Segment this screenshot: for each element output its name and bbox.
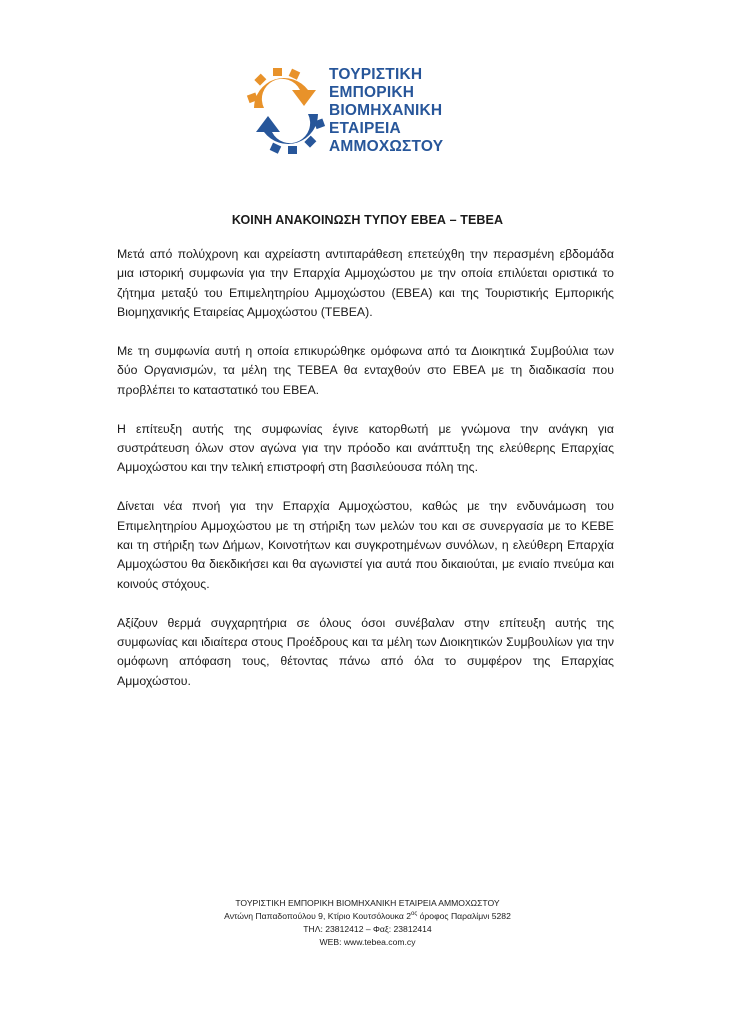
footer-address-main: Αντώνη Παπαδοπούλου 9, Κτίριο Κουτσόλουκα 2 bbox=[224, 911, 411, 921]
logo-line: ΕΤΑΙΡΕΙΑ bbox=[329, 120, 401, 137]
footer-address-floor-suffix: ος bbox=[411, 911, 418, 918]
press-release-title: ΚΟΙΝΗ ΑΝΑΚΟΙΝΩΣΗ ΤΥΠΟΥ ΕΒΕΑ – ΤΕΒΕΑ bbox=[231, 213, 504, 227]
footer-address bbox=[0, 910, 735, 923]
body-paragraph: Δίνεται νέα πνοή για την Επαρχία Αμμοχώστου, καθώς με την ενδυνάμωση του Επιμελητηρίου Αμμοχώστου με τη στήριξη των μελών του και σε συνεργασία με το ΚΕΒΕ και τη στήριξη των Δήμων, Κοινοτήτων και συγκροτημένων συνόλων, η ελεύθερη Επαρχία Αμμοχώστου θα διεκδικήσει και θα αγωνιστεί για αυτά που δικαιούται, με ενιαίο πνεύμα και κοινούς στόχους. bbox=[117, 499, 614, 591]
body-paragraph: Με τη συμφωνία αυτή η οποία επικυρώθηκε ομόφωνα από τα Διοικητικά Συμβούλια των δύο Οργανισμών, τα μέλη της ΤΕΒΕΑ θα ενταχθούν στο ΕΒΕΑ με τη διαδικασία που προβλέπει το καταστατικό του ΕΒΕΑ. bbox=[117, 344, 614, 397]
letterhead-footer bbox=[0, 897, 735, 949]
logo-wordmark bbox=[329, 66, 443, 156]
body-paragraph: Αξίζουν θερμά συγχαρητήρια σε όλους όσοι συνέβαλαν στην επίτευξη αυτής της συμφωνίας και ιδιαίτερα στους Προέδρους και τα μέλη των Διοικητικών Συμβουλίων για την ομόφωνη απόφαση τους, θέτοντας πάνω από όλα το συμφέρον της Επαρχίας Αμμοχώστου. bbox=[117, 615, 614, 688]
gear-arrows-logo-icon bbox=[246, 62, 326, 160]
logo-line: ΒΙΟΜΗΧΑΝΙΚΗ bbox=[329, 102, 443, 119]
logo-line: ΕΜΠΟΡΙΚΗ bbox=[329, 84, 415, 101]
footer-address-rest: όροφος Παραλίμνι 5282 bbox=[417, 911, 511, 921]
body-paragraph: Η επίτευξη αυτής της συμφωνίας έγινε κατορθωτή με γνώμονα την ανάγκη για συστράτευση όλων στον αγώνα για την πρόοδο και ανάπτυξη της ελεύθερης Επαρχίας Αμμοχώστου και την τελική επιστροφή στη βασιλεύουσα πόλη της. bbox=[117, 421, 614, 475]
logo-line: ΤΟΥΡΙΣΤΙΚΗ bbox=[329, 66, 423, 83]
footer-website[interactable]: WEB: www.tebea.com.cy bbox=[319, 937, 416, 947]
company-logo bbox=[246, 60, 466, 160]
body-paragraph: Μετά από πολύχρονη και αχρείαστη αντιπαράθεση επετεύχθη την περασμένη εβδομάδα μια ιστορική συμφωνία για την Επαρχία Αμμοχώστου με την οποία επιλύεται οριστικά το ζήτημα μεταξύ του Επιμελητηρίου Αμμοχώστου (ΕΒΕΑ) και της Τουριστικής Εμπορικής Βιομηχανικής Εταιρείας Αμμοχώστου (ΤΕΒΕΑ). bbox=[117, 247, 614, 320]
footer-phones: ΤΗΛ: 23812412 – Φαξ: 23812414 bbox=[303, 924, 432, 934]
logo-line: ΑΜΜΟΧΩΣΤΟΥ bbox=[329, 138, 444, 155]
footer-organization: ΤΟΥΡΙΣΤΙΚΗ ΕΜΠΟΡΙΚΗ ΒΙΟΜΗΧΑΝΙΚΗ ΕΤΑΙΡΕΙΑ ΑΜΜΟΧΩΣΤΟΥ bbox=[235, 898, 500, 908]
press-release-body bbox=[117, 245, 614, 711]
